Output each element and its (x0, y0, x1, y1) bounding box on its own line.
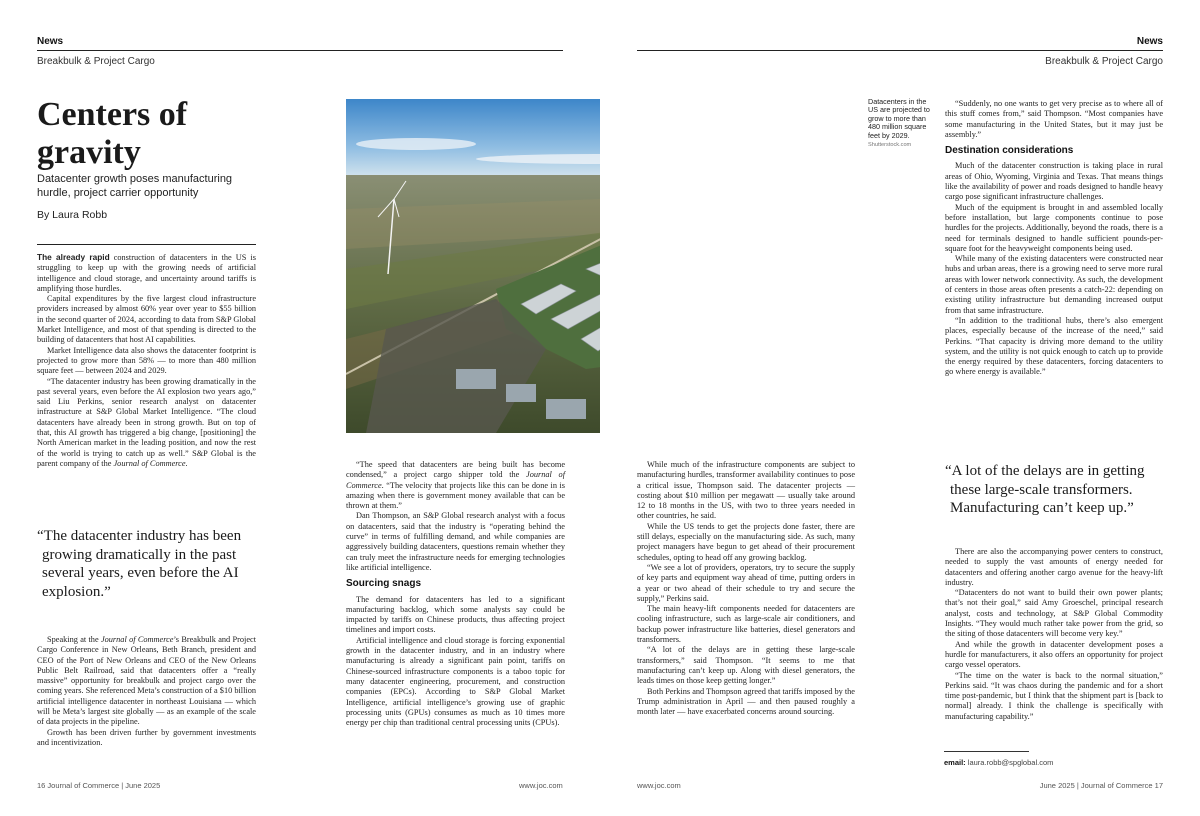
caption-text: Datacenters in the US are projected to grow to more than 480 million square feet by 2029. (868, 97, 930, 140)
paragraph: Speaking at the Journal of Commerce’s Breakbulk and Project Cargo Conference in New Orleans, Beth Branch, president and CEO of the Port of New Orleans and CEO of the New Orleans Public Belt Railroad, said that datacenters offer a “really massive” opportunity for breakbulk and project cargo over the coming years. She referenced Meta’s construction of a $10 billion artificial intelligence datacenter in northeast Louisiana — which will be Meta’s largest site globally — as an example of the scale of data projects in the pipeline. (37, 635, 256, 727)
paragraph: “We see a lot of providers, operators, try to secure the supply of key parts and equipment way ahead of time, putting orders in a year or two ahead of their schedule to try and secure the supply,” Perkins said. (637, 562, 855, 603)
paragraph: Growth has been driven further by government investments and incentivization. (37, 727, 256, 747)
header-rule (637, 50, 1163, 51)
paragraph: While many of the existing datacenters were constructed near hubs and urban areas, there is a growing need to serve more rural areas with lower network connectivity. As such, the development of centers in those areas often presents a catch-22: depending on existing utility infrastructure but demanding increased output from that same infrastructure. (945, 254, 1163, 315)
paragraph: The main heavy-lift components needed for datacenters are cooling infrastructure, such as large-scale air conditioners, and backup power infrastructure like batteries, diesel generators and transformers. (637, 604, 855, 645)
column-2 (346, 460, 565, 728)
paragraph: Artificial intelligence and cloud storage is forcing exponential growth in the datacenter industry, and in an industry where manufacturing is already a significant pain point, tariffs on Chinese-sourced infrastructure components is a taboo topic for many datacenter engineering, procurement, and construction companies (EPCs). According to S&P Global Market Intelligence, artificial intelligence’s growing use of graphic processing units (GPUs) consumes as much as 10 times more energy per chip than traditional central processing units (CPUs). (346, 635, 565, 728)
paragraph: “A lot of the delays are in getting these large-scale transformers,” said Thompson. “It seems to me that manufacturing can’t keep up. Along with diesel generators, the leads times on those keep getting longer.” (637, 645, 855, 686)
email-rule (944, 751, 1029, 752)
paragraph: Both Perkins and Thompson agreed that tariffs imposed by the Trump administration in April — and then paused roughly a month later — have exacerbated concerns around sourcing. (637, 686, 855, 717)
email-address[interactable]: laura.robb@spglobal.com (967, 758, 1054, 767)
email-label: email: (944, 758, 966, 767)
section-heading-sourcing: Sourcing snags (346, 578, 422, 590)
paragraph: While much of the infrastructure components are subject to manufacturing hurdles, transformer availability continues to pose a critical issue, Thompson said. The datacenter projects — costing about $10 million per megawatt — usually take around 12 to 18 months in the US, with two to three years needed in other countries, he said. (637, 460, 855, 521)
paragraph: There are also the accompanying power centers to construct, needed to supply the vast amounts of energy needed for datacenters and offering another cargo avenue for the heavy-lift industry. (945, 547, 1163, 587)
paragraph: “The datacenter industry has been growing dramatically in the past several years, even before the AI explosion two years ago,” said Liu Perkins, senior research analyst on datacenter infrastructure at S&P Global Market Intelligence. “The cloud datacenters have already been in strong growth. But on top of that, this AI growth has triggered a big change, [positioning] the North American market in the leading position, and now the rest of the world is trying to catch up as well.” S&P Global is the parent company of the Journal of Commerce. (37, 376, 256, 468)
paragraph: “Datacenters do not want to build their own power plants; that’s not their goal,” said Amy Groeschel, principal research analyst, costs and technology, at S&P Global Commodity Insights. “They would much rather take power from the grid, so the siting of those datacenters will become very key.” (945, 588, 1163, 639)
footer-url-right: www.joc.com (637, 781, 681, 790)
paragraph: Market Intelligence data also shows the datacenter footprint is projected to grow more than 58% — to more than 480 million square feet — between 2024 and 2029. (37, 345, 256, 376)
author-email (944, 758, 1053, 767)
article-dek: Datacenter growth poses manufacturing hurdle, project carrier opportunity (37, 173, 233, 199)
column-4-top (945, 99, 1163, 378)
paragraph: Capital expenditures by the five largest cloud infrastructure providers increased by almost 60% year over year to $55 billion in the second quarter of 2024, according to data from S&P Global Market Intelligence, and most of that spending is directed to the building of datacenters that host AI capabilities. (37, 294, 256, 345)
paragraph: “The time on the water is back to the normal situation,” Perkins said. “It was chaos during the pandemic and for a short time post-pandemic, but I think that the shipment part is [back to normal] already. I think the challenge is specifically with manufacturing capability.” (945, 670, 1163, 721)
subsection-label: Breakbulk & Project Cargo (1045, 56, 1163, 67)
paragraph: Much of the equipment is brought in and assembled locally before installation, but large components continue to pose hurdles for the projects. Additionally, beyond the roads, there is a need for terminals designed to handle sufficient pounds-per-square foot for the heavyweight components being used. (945, 202, 1163, 253)
paragraph: “Suddenly, no one wants to get very precise as to where all of this stuff comes from,” said Thompson. “Most companies have some manufacturing in the United States, but it may just be assembly.” (945, 99, 1163, 139)
column-1-bottom (37, 635, 256, 748)
page-footer-right: June 2025 | Journal of Commerce 17 (1039, 781, 1163, 790)
byline: By Laura Robb (37, 209, 108, 221)
page-footer-left: 16 Journal of Commerce | June 2025 (37, 781, 161, 790)
paragraph: Much of the datacenter construction is taking place in rural areas of Ohio, Wyoming, Virginia and Texas. That means things like the availability of power and roads designed to handle heavy cargo pose significant infrastructure challenges. (945, 161, 1163, 202)
subsection-label: Breakbulk & Project Cargo (37, 56, 155, 67)
header-rule (37, 50, 563, 51)
paragraph: The demand for datacenters has led to a significant manufacturing backlog, which some analysts say could be impacted by tariffs on Chinese products, thus affecting project timelines and import costs. (346, 594, 565, 635)
paragraph: While the US tends to get the projects done faster, there are still delays, especially on the manufacturing side. As such, many project managers have begun to get ahead of their procurement schedules, opting to head off any growing backlog. (637, 521, 855, 562)
pull-quote-right: “A lot of the delays are in getting these large-scale transformers. Manufacturing can’t keep up.” (945, 463, 1145, 516)
footer-url-left: www.joc.com (519, 781, 563, 790)
paragraph: Dan Thompson, an S&P Global research analyst with a focus on datacenters, said that the industry is “operating behind the curve” in terms of fulfilling demand, and while companies are aggressively building datacenters, questions remain whether they can truly meet the infrastructure needs for emerging technologies like artificial intelligence. (346, 511, 565, 572)
paragraph: And while the growth in datacenter development poses a hurdle for manufacturers, it also offers an opportunity for project cargo vessel operators. (945, 639, 1163, 670)
lead-in: The already rapid (37, 252, 110, 262)
section-label: News (1136, 36, 1163, 47)
paragraph: “The speed that datacenters are being built has become condensed,” a project cargo shipper told the Journal of Commerce. “The velocity that projects like this can be done in is amazing when there is government money available that can be thrown at them.” (346, 460, 565, 511)
pull-quote-left: “The datacenter industry has been growing dramatically in the past several years, even before the AI explosion.” (37, 528, 242, 600)
paragraph: “In addition to the traditional hubs, there’s also emergent places, especially because of the increase of the need,” said Perkins. “That capacity is driving more demand to the utility system, and the utility is not quick enough to catch up to provide the energy required by these datacenters, forcing datacenters to go where energy is available.” (945, 315, 1163, 377)
column-4-bottom (945, 547, 1163, 722)
column-3 (637, 460, 855, 717)
lead-paragraph: The already rapid construction of datacenters in the US is struggling to keep up with the growing needs of artificial intelligence and cloud storage, and uncertainty around tariffs is amplifying those hurdles. (37, 252, 256, 293)
photo-credit: Shutterstock.com (868, 142, 912, 149)
section-label: News (37, 36, 64, 47)
column-1-top (37, 252, 256, 469)
section-heading-destination: Destination considerations (945, 145, 1074, 157)
photo-caption (868, 98, 930, 149)
article-title: Centers of gravity (37, 96, 188, 171)
byline-rule (37, 244, 256, 245)
